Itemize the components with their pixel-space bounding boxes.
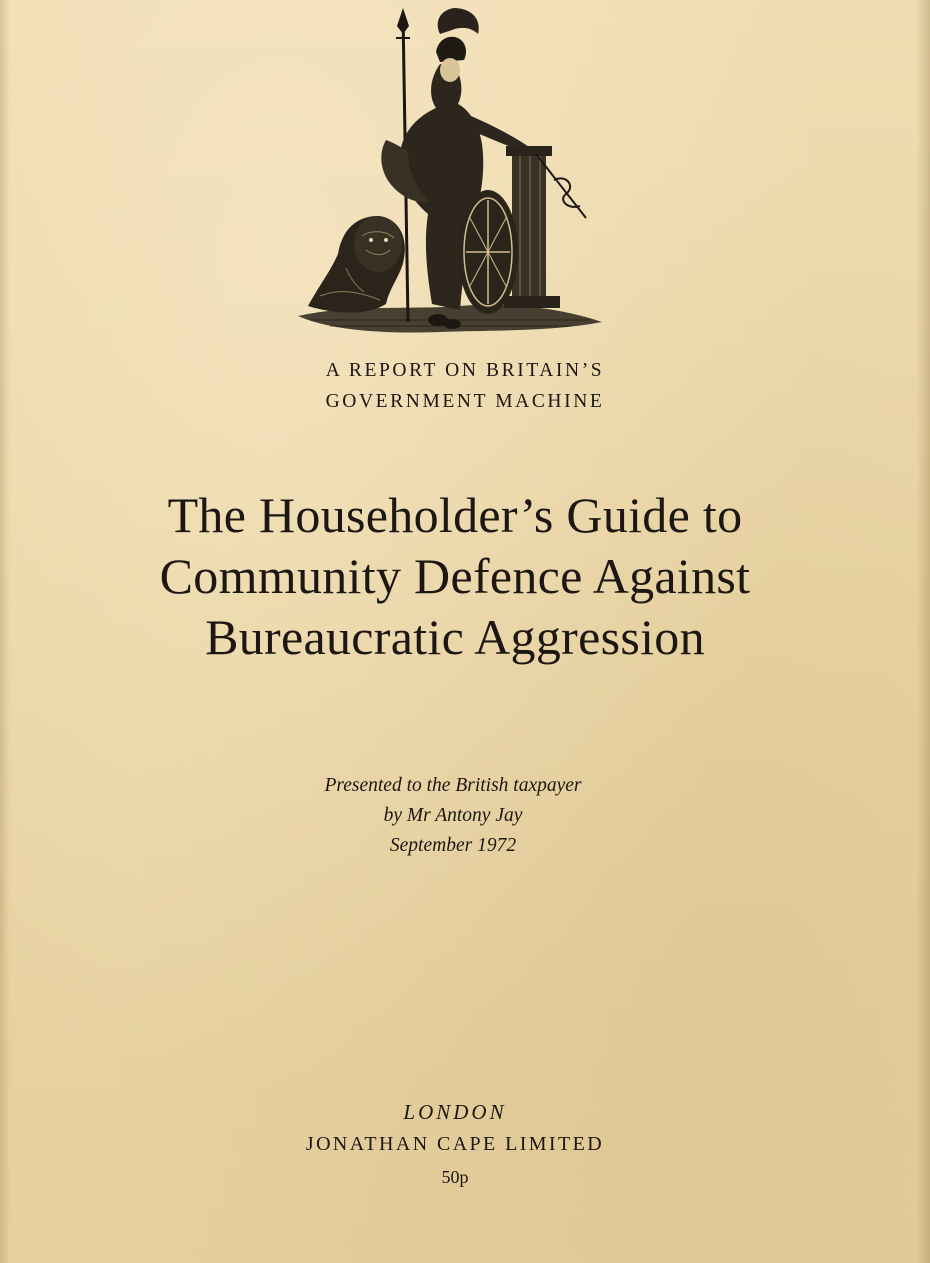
subtitle-line: A REPORT ON BRITAIN’S [325,360,605,381]
subtitle-line: GOVERNMENT MACHINE [325,391,605,412]
date-line: September 1972 [389,835,517,856]
publisher-city: LONDON [403,1100,507,1124]
publisher-name: JONATHAN CAPE LIMITED [305,1133,605,1155]
book-title [0,485,910,668]
report-subtitle [0,355,930,417]
price-label: 50p [441,1167,469,1187]
dedication-block [0,771,906,861]
title-line: The Householder’s Guide to [167,487,743,543]
publisher-block [0,1096,910,1194]
dedication-line: Presented to the British taxpayer [324,775,582,796]
paper-edge-right [916,0,930,1263]
title-line: Community Defence Against [159,548,751,604]
britannia-emblem-icon [290,4,610,340]
title-line: Bureaucratic Aggression [205,609,705,665]
author-line: by Mr Antony Jay [383,805,523,826]
